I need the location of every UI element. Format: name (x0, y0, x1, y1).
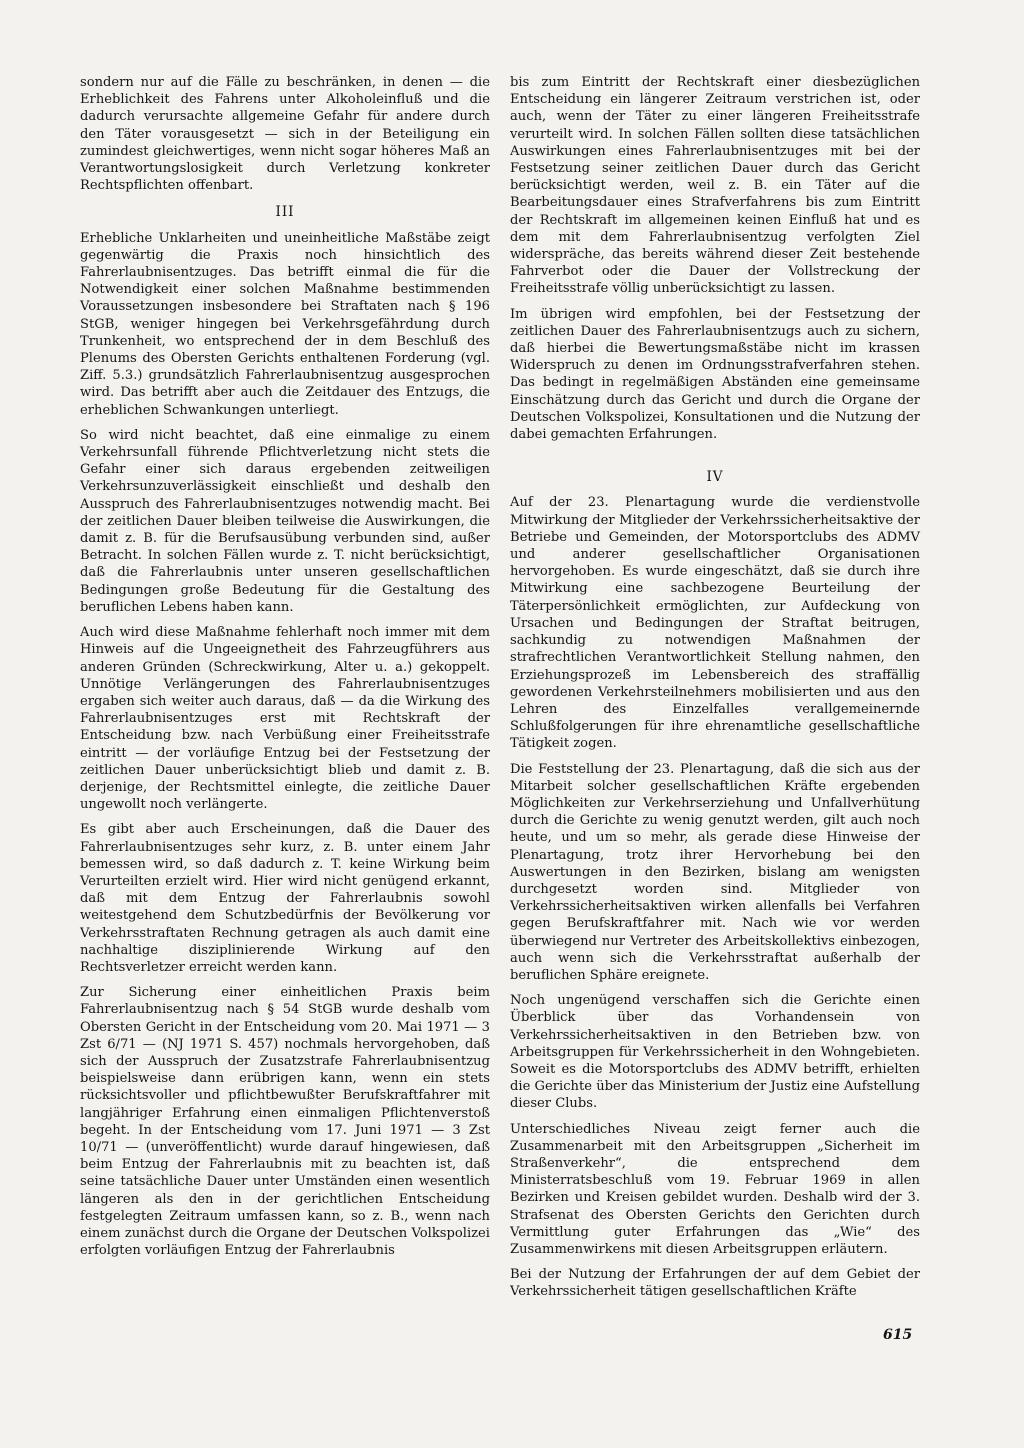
paragraph: So wird nicht beachtet, daß eine einmalige zu einem Verkehrsunfall führende Pflichtverletzung nicht stets die Gefahr einer sich daraus ergebenden zeitweiligen Verkehrsunzuverlässigkeit einschließt und deshalb den Ausspruch des Fahrerlaubnisentzuges notwendig macht. Bei der zeitlichen Dauer bleiben teilweise die Auswirkungen, die damit z. B. für die Berufsausübung verbunden sind, außer Betracht. In solchen Fällen wurde z. T. nicht berücksichtigt, daß die Fahrerlaubnis unter unseren gesellschaftlichen Bedingungen große Bedeutung für die Gestaltung des beruflichen Lebens haben kann. (80, 427, 490, 615)
paragraph: Es gibt aber auch Erscheinungen, daß die Dauer des Fahrerlaubnisentzuges sehr kurz, z. B. unter einem Jahr bemessen wird, so daß dadurch z. T. keine Wirkung beim Verurteilten erzielt wird. Hier wird nicht genügend erkannt, daß mit dem Entzug der Fahrerlaubnis sowohl weitestgehend dem Schutzbedürfnis der Bevölkerung vor Verkehrsstraftaten Rechnung getragen als auch damit eine nachhaltige disziplinierende Wirkung auf den Rechtsverletzer erreicht werden kann. (80, 822, 490, 975)
paragraph: Noch ungenügend verschaffen sich die Gerichte einen Überblick über das Vorhandensein von Verkehrssicherheitsaktiven in den Betrieben bzw. von Arbeitsgruppen für Verkehrssicherheit in den Wohngebieten. Soweit es die Motorsportclubs des ADMV betrifft, erhielten die Gerichte über das Ministerium der Justiz eine Aufstellung dieser Clubs. (510, 993, 920, 1112)
right-column (510, 74, 920, 1309)
paragraph: Unterschiedliches Niveau zeigt ferner auch die Zusammenarbeit mit den Arbeitsgruppen „Sicherheit im Straßenverkehr“, die entsprechend dem Ministerratsbeschluß vom 19. Februar 1969 in allen Bezirken und Kreisen gebildet wurden. Deshalb wird der 3. Strafsenat des Obersten Gerichts den Gerichten durch Vermittlung guter Erfahrungen das „Wie“ des Zusammenwirkens mit diesen Arbeitsgruppen erläutern. (510, 1121, 920, 1257)
left-column (80, 74, 490, 1267)
paragraph: Im übrigen wird empfohlen, bei der Festsetzung der zeitlichen Dauer des Fahrerlaubnisentzugs auch zu sichern, daß hierbei die Bewertungsmaßstäbe nicht im krassen Widerspruch zu denen im Ordnungsstrafverfahren stehen. Das bedingt in regelmäßigen Abständen eine gemeinsame Einschätzung durch das Gericht und durch die Organe der Deutschen Volkspolizei, Konsultationen und die Nutzung der dabei gemachten Erfahrungen. (510, 306, 920, 443)
paragraph: bis zum Eintritt der Rechtskraft einer diesbezüglichen Entscheidung ein längerer Zeitraum verstrichen ist, oder auch, wenn der Täter zu einer längeren Freiheitsstrafe verurteilt wird. In solchen Fällen sollten diese tatsächlichen Auswirkungen eines Fahrerlaubnisentzuges mit bei der Festsetzung seiner zeitlichen Dauer durch das Gericht berücksichtigt werden, weil z. B. ein Täter auf die Bearbeitungsdauer eines Strafverfahrens bis zum Eintritt der Rechtskraft im allgemeinen keinen Einfluß hat und es dem mit dem Fahrerlaubnisentzug verfolgten Ziel widerspräche, das bereits während dieser Zeit bestehende Fahrverbot oder die Dauer der Vollstreckung der Freiheitsstrafe völlig unberücksichtigt zu lassen. (510, 75, 920, 297)
paragraph: Bei der Nutzung der Erfahrungen der auf dem Gebiet der Verkehrssicherheit tätigen gesellschaftlichen Kräfte (510, 1267, 920, 1300)
paragraph: Erhebliche Unklarheiten und uneinheitliche Maßstäbe zeigt gegenwärtig die Praxis noch hinsichtlich des Fahrerlaubnisentzuges. Das betrifft einmal die für die Notwendigkeit einer solchen Maßnahme bestimmenden Voraussetzungen insbesondere bei Straftaten nach § 196 StGB, weniger hingegen bei Verkehrsgefährdung durch Trunkenheit, wo entsprechend der in dem Beschluß des Plenums des Obersten Gerichts enthaltenen Forderung (vgl. Ziff. 5.3.) grundsätzlich Fahrerlaubnisentzug ausgesprochen wird. Das betrifft aber auch die Zeitdauer des Entzugs, die erheblichen Schwankungen unterliegt. (80, 230, 490, 418)
section-heading-iii: III (275, 204, 295, 221)
paragraph: sondern nur auf die Fälle zu beschränken, in denen — die Erheblichkeit des Fahrens unter Alkoholeinfluß und die dadurch verursachte allgemeine Gefahr für andere durch den Täter vorausgesetzt — sich in der Beteiligung ein zumindest gleichwertiges, wenn nicht sogar höheres Maß an Verantwortungslosigkeit durch Verletzung konkreter Rechtspflichten offenbart. (80, 75, 490, 194)
section-heading-iv: IV (706, 469, 724, 486)
page-number: 615 (883, 1327, 913, 1343)
paragraph: Auch wird diese Maßnahme fehlerhaft noch immer mit dem Hinweis auf die Ungeeignetheit des Fahrzeugführers aus anderen Gründen (Schreckwirkung, Alter u. a.) gekoppelt. Unnötige Verlängerungen des Fahrerlaubnisentzuges ergaben sich weiter auch daraus, daß — da die Wirkung des Fahrerlaubnisentzuges erst mit Rechtskraft der Entscheidung bzw. nach Verbüßung einer Freiheitsstrafe eintritt — der vorläufige Entzug bei der Festsetzung der zeitlichen Dauer unberücksichtigt blieb und damit z. B. derjenige, der Rechtsmittel einlegte, die zeitliche Dauer ungewollt noch verlängerte. (80, 625, 490, 813)
paragraph: Auf der 23. Plenartagung wurde die verdienstvolle Mitwirkung der Mitglieder der Verkehrssicherheitsaktive der Betriebe und Gemeinden, der Motorsportclubs des ADMV und anderer gesellschaftlicher Organisationen hervorgehoben. Es wurde eingeschätzt, daß sie durch ihre Mitwirkung eine sachbezogene Beurteilung der Täterpersönlichkeit ermöglichten, zur Aufdeckung von Ursachen und Bedingungen der Straftat beitrugen, sachkundig zu notwendigen Maßnahmen der strafrechtlichen Verantwortlichkeit Stellung nahmen, den Erziehungsprozeß im Lebensbereich des straffällig gewordenen Verkehrsteilnehmers mobilisierten und aus den Lehren des Einzelfalles verallgemeinernde Schlußfolgerungen für ihre ehrenamtliche gesellschaftliche Tätigkeit zogen. (510, 495, 920, 752)
paragraph: Die Feststellung der 23. Plenartagung, daß die sich aus der Mitarbeit solcher gesellschaftlichen Kräfte ergebenden Möglichkeiten zur Verkehrserziehung und Unfallverhütung durch die Gerichte zu wenig genutzt werden, gilt auch noch heute, und um so mehr, als gerade diese Hinweise der Plenartagung, trotz ihrer Hervorhebung bei den Auswertungen in den Bezirken, bislang am wenigsten durchgesetzt worden sind. Mitglieder von Verkehrssicherheitsaktiven wirken allenfalls bei Verfahren gegen Berufskraftfahrer mit. Nach wie vor werden überwiegend nur Vertreter des Arbeitskollektivs einbezogen, auch wenn sich die Verkehrsstraftat außerhalb der beruflichen Sphäre ereignete. (510, 761, 920, 983)
paragraph: Zur Sicherung einer einheitlichen Praxis beim Fahrerlaubnisentzug nach § 54 StGB wurde deshalb vom Obersten Gericht in der Entscheidung vom 20. Mai 1971 — 3 Zst 6/71 — (NJ 1971 S. 457) nochmals hervorgehoben, daß sich der Ausspruch der Zusatzstrafe Fahrerlaubnisentzug beispielsweise dann erübrigen kann, wenn ein stets rücksichtsvoller und pflichtbewußter Berufskraftfahrer mit langjähriger Erfahrung einen einmaligen Pflichtenverstoß begeht. In der Entscheidung vom 17. Juni 1971 — 3 Zst 10/71 — (unveröffentlicht) wurde darauf hingewiesen, daß beim Entzug der Fahrerlaubnis mit zu beachten ist, daß seine tatsächliche Dauer unter Umständen einen wesentlich längeren als den in der gerichtlichen Entscheidung festgelegten Zeitraum umfassen kann, so z. B., wenn nach einem zunächst durch die Organe der Deutschen Volkspolizei erfolgten vorläufigen Entzug der Fahrerlaubnis (80, 985, 490, 1259)
